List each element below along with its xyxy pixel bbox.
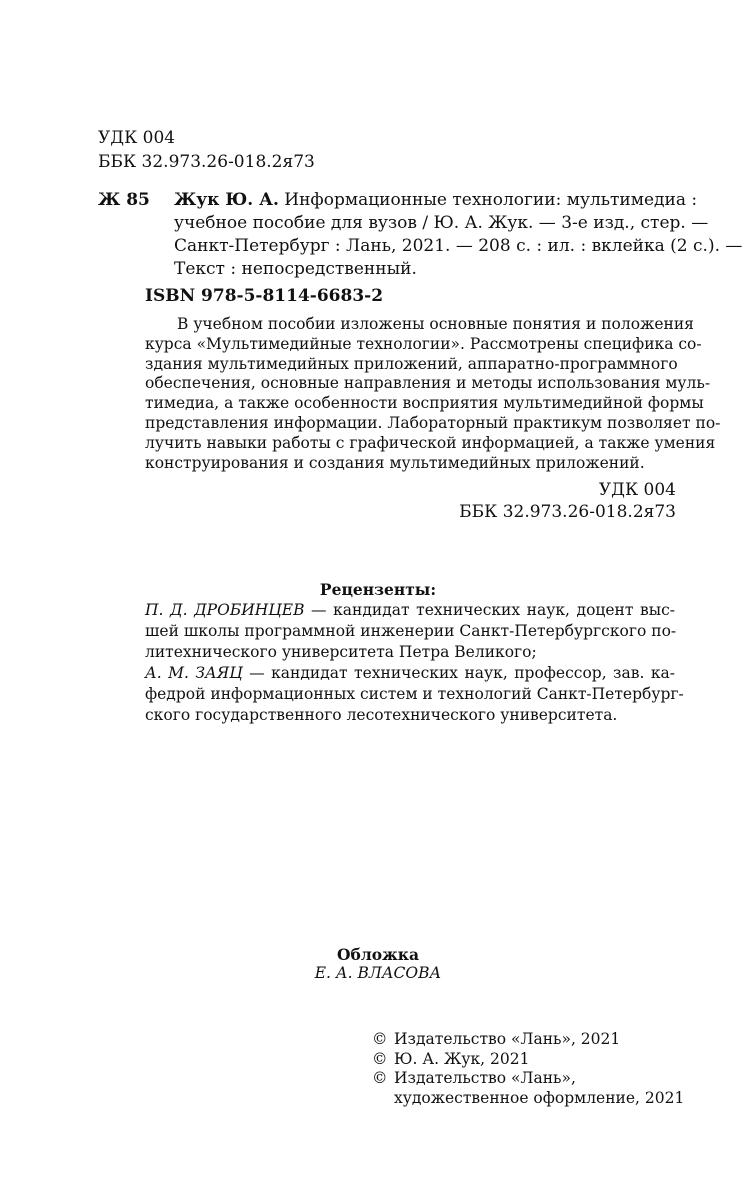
- annotation-line: курса «Мультимедийные технологии». Рассмотрены специфика со-: [145, 334, 702, 353]
- annotation-line: В учебном пособии изложены основные понятия и положения: [177, 315, 694, 333]
- copyright-block: [372, 1030, 684, 1108]
- reviewer-name: П. Д. ДРОБИНЦЕВ: [145, 601, 305, 619]
- reviewer-name: А. М. ЗАЯЦ: [145, 664, 243, 682]
- reviewer-line: [145, 600, 675, 621]
- isbn: ISBN 978-5-8114-6683-2: [145, 286, 384, 306]
- bib-author: Жук Ю. А.: [174, 190, 279, 210]
- bib-line: учебное пособие для вузов / Ю. А. Жук. — 3-е изд., стер. —: [174, 213, 709, 233]
- cover-title: Обложка: [337, 945, 419, 964]
- annotation-line: конструирования и создания мультимедийных приложений.: [145, 453, 645, 472]
- bib-line: Санкт-Петербург : Лань, 2021. — 208 с. : ил. : вклейка (2 с.). —: [174, 236, 743, 256]
- annotation-line: обеспечения, основные направления и методы использования муль-: [145, 374, 711, 393]
- reviewer-line: шей школы программной инженерии Санкт-Петербургского по-: [145, 622, 677, 640]
- reviewer-line: федрой информационных систем и технологий Санкт-Петербург-: [145, 685, 684, 703]
- annotation-line: представления информации. Лабораторный практикум позволяет по-: [145, 413, 721, 432]
- udk-code-top: УДК 004: [98, 128, 176, 148]
- annotation-line: здания мультимедийных приложений, аппаратно-программного: [145, 354, 678, 373]
- copyright-line: [372, 1050, 684, 1070]
- reviewer-line: литехнического университета Петра Великого;: [145, 643, 537, 661]
- bib-line: [174, 189, 698, 212]
- reviewer-text: — кандидат технических наук, доцент выс-: [304, 601, 675, 619]
- copyright-icon: ©: [372, 1030, 388, 1048]
- annotation-line: лучить навыки работы с графической информацией, а также умения: [145, 433, 716, 452]
- copyright-line: [372, 1069, 684, 1089]
- copyright-icon: ©: [372, 1069, 388, 1087]
- reviewer-text: — кандидат технических наук, профессор, зав. ка-: [242, 664, 675, 682]
- reviewer-line: [145, 663, 675, 684]
- annotation: [145, 315, 721, 473]
- reviewers-title: Рецензенты:: [319, 580, 437, 599]
- annotation-line: тимедиа, а также особенности восприятия мультимедийной формы: [145, 394, 704, 413]
- bbk-code-bottom: ББК 32.973.26-018.2я73: [459, 502, 676, 522]
- bib-line: Текст : непосредственный.: [174, 259, 417, 279]
- reviewer-line: ского государственного лесотехнического университета.: [145, 706, 618, 724]
- copyright-line: [372, 1030, 684, 1050]
- copyright-icon: ©: [372, 1049, 388, 1068]
- copyright-text: Издательство «Лань», 2021: [394, 1030, 621, 1048]
- copyright-text: Ю. А. Жук, 2021: [394, 1049, 530, 1068]
- cover-designer: Е. А. ВЛАСОВА: [314, 964, 442, 982]
- udk-code-bottom: УДК 004: [598, 480, 676, 500]
- copyright-line: художественное оформление, 2021: [394, 1088, 685, 1107]
- copyright-text: Издательство «Лань»,: [394, 1069, 576, 1087]
- bibliographic-record: [174, 189, 743, 281]
- author-index: Ж 85: [98, 190, 150, 210]
- classification-bottom: [459, 479, 676, 523]
- bib-title: Информационные технологии: мультимедиа :: [278, 190, 698, 210]
- reviewers-list: [145, 600, 684, 726]
- bbk-code-top: ББК 32.973.26-018.2я73: [98, 152, 315, 172]
